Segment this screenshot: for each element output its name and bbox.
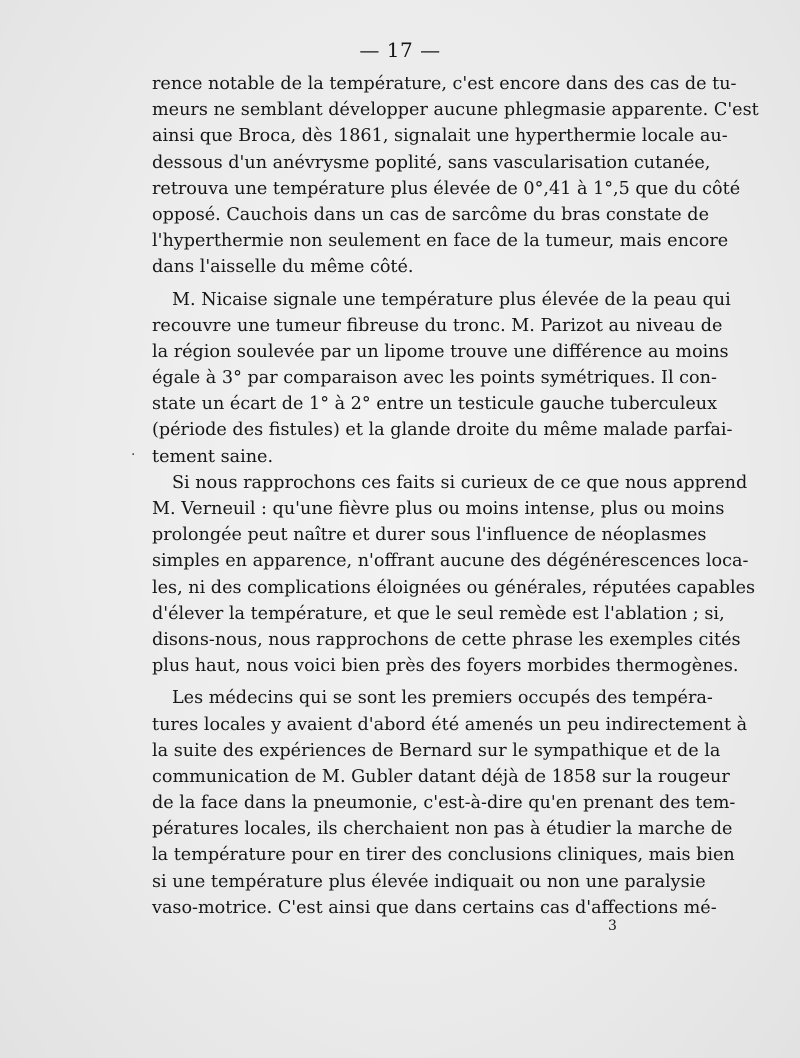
text-line: l'hyperthermie non seulement en face de la tumeur, mais encore [152, 231, 729, 252]
body-text [152, 71, 759, 921]
text-line: state un écart de 1° à 2° entre un testicule gauche tuberculeux [152, 394, 718, 415]
text-line: la suite des expériences de Bernard sur le sympathique et de la [152, 740, 721, 761]
text-line: (période des fistules) et la glande droite du même malade parfai- [152, 420, 733, 441]
text-line: simples en apparence, n'offrant aucune des dégénérescences loca- [152, 551, 749, 572]
text-line: dessous d'un anévrysme poplité, sans vascularisation cutanée, [152, 152, 711, 173]
text-line: de la face dans la pneumonie, c'est-à-dire qu'en prenant des tem- [152, 793, 736, 814]
signature-mark: 3 [608, 918, 617, 934]
page-number: — 17 — [359, 38, 441, 62]
text-line: la région soulevée par un lipome trouve une différence au moins [152, 341, 729, 362]
text-line: Si nous rapprochons ces faits si curieux de ce que nous apprend [172, 472, 748, 493]
text-line: communication de M. Gubler datant déjà de 1858 sur la rougeur [152, 766, 730, 787]
text-line: plus haut, nous voici bien près des foyers morbides thermogènes. [152, 656, 739, 677]
text-line: meurs ne semblant développer aucune phlegmasie apparente. C'est [152, 100, 759, 121]
text-line: pératures locales, ils cherchaient non pas à étudier la marche de [152, 819, 733, 840]
text-line: dans l'aisselle du même côté. [152, 257, 414, 278]
text-line: M. Verneuil : qu'une fièvre plus ou moins intense, plus ou moins [152, 499, 725, 519]
stray-ink-mark: · [131, 447, 136, 463]
text-line: recouvre une tumeur fibreuse du tronc. M. Parizot au niveau de [152, 315, 723, 336]
text-line: disons-nous, nous rapprochons de cette phrase les exemples cités [152, 629, 741, 650]
text-line: M. Nicaise signale une température plus élevée de la peau qui [172, 289, 731, 310]
text-line: opposé. Cauchois dans un cas de sarcôme du bras constate de [152, 204, 709, 225]
text-line: Les médecins qui se sont les premiers occupés des tempéra- [172, 688, 713, 709]
text-line: tement saine. [152, 446, 274, 467]
text-line: la température pour en tirer des conclusions cliniques, mais bien [152, 845, 735, 866]
text-line: vaso-motrice. C'est ainsi que dans certains cas d'affections mé- [152, 897, 717, 918]
text-line: si une température plus élevée indiquait ou non une paralysie [152, 871, 706, 892]
text-line: égale à 3° par comparaison avec les points symétriques. Il con- [152, 368, 717, 389]
text-line: d'élever la température, et que le seul remède est l'ablation ; si, [152, 603, 725, 624]
text-line: prolongée peut naître et durer sous l'influence de néoplasmes [152, 525, 707, 546]
text-line: tures locales y avaient d'abord été amenés un peu indirectement à [152, 714, 748, 735]
text-line: retrouva une température plus élevée de 0°,41 à 1°,5 que du côté [152, 178, 741, 199]
text-line: les, ni des complications éloignées ou générales, réputées capables [152, 577, 756, 598]
text-line: rence notable de la température, c'est encore dans des cas de tu- [152, 74, 737, 94]
text-line: ainsi que Broca, dès 1861, signalait une hyperthermie locale au- [152, 126, 728, 147]
